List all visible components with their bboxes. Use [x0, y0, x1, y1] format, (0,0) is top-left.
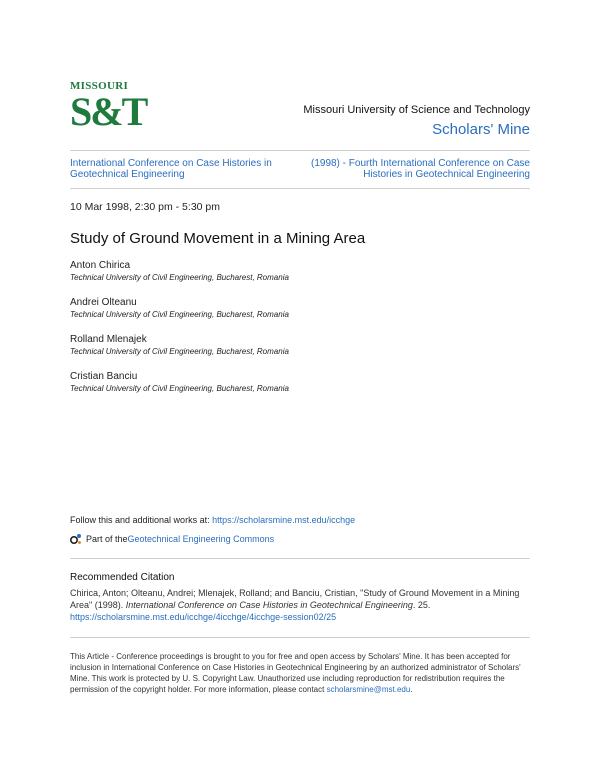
session-date: 10 Mar 1998, 2:30 pm - 5:30 pm — [70, 201, 220, 213]
follow-text: Follow this and additional works at: — [70, 515, 213, 525]
part-of-line — [70, 533, 274, 545]
divider — [70, 150, 530, 151]
author-block — [70, 259, 530, 283]
institution-name: Missouri University of Science and Technology — [303, 104, 530, 116]
follow-line — [70, 515, 355, 525]
missouri-st-logo[interactable] — [70, 80, 147, 138]
notice-end: . — [410, 685, 413, 694]
citation-heading: Recommended Citation — [70, 572, 175, 583]
citation-url-link[interactable]: https://scholarsmine.mst.edu/icchge/4icchge/4icchge-session02/25 — [70, 612, 337, 622]
paper-title: Study of Ground Movement in a Mining Area — [70, 230, 366, 247]
collection-link[interactable]: https://scholarsmine.mst.edu/icchge — [212, 515, 356, 525]
notice-text: This Article - Conference proceedings is brought to you for free and open access by Scholars' Mine. It has been accepted for inclusion in International Conference on Case Histories in Geotechnical Engineering by an authorized administrator of Scholars' Mine. This work is protected by U. S. Copyright Law. Unauthorized use including reproduction for redistribution requires the permission of the copyright holder. For more information, please contact — [70, 652, 521, 694]
author-name: Cristian Banciu — [70, 371, 138, 382]
citation-journal: International Conference on Case Histories in Geotechnical Engineering — [125, 600, 413, 610]
logo-main-text: S&T — [70, 89, 147, 134]
breadcrumb-conference-link[interactable]: International Conference on Case Histories in Geotechnical Engineering — [70, 158, 272, 180]
citation-text — [70, 587, 530, 623]
divider — [70, 558, 530, 559]
logo-top-text: MISSOURI — [70, 80, 129, 92]
access-notice — [70, 651, 530, 695]
contact-email-link[interactable]: scholarsmine@mst.edu — [326, 685, 411, 694]
commons-link[interactable]: Geotechnical Engineering Commons — [127, 534, 275, 544]
author-name: Rolland Mlenajek — [70, 334, 147, 345]
commons-network-icon — [70, 533, 82, 545]
citation-authors: Chirica, Anton; Olteanu, Andrei; Mlenajek, Rolland; and Banciu, Cristian, "Study of Ground Movement in a Mining Area" (1998). — [70, 588, 520, 610]
author-block — [70, 333, 530, 357]
divider — [70, 188, 530, 189]
author-affiliation: Technical University of Civil Engineering, Bucharest, Romania — [70, 273, 289, 282]
author-affiliation: Technical University of Civil Engineering, Bucharest, Romania — [70, 384, 289, 393]
divider — [70, 637, 530, 638]
author-block — [70, 370, 530, 394]
author-affiliation: Technical University of Civil Engineering, Bucharest, Romania — [70, 310, 289, 319]
breadcrumb-edition-link[interactable]: (1998) - Fourth International Conference on Case Histories in Geotechnical Engineering — [310, 158, 530, 180]
repository-link[interactable]: Scholars' Mine — [432, 121, 530, 138]
author-name: Andrei Olteanu — [70, 297, 137, 308]
author-block — [70, 296, 530, 320]
part-of-text: Part of the — [86, 534, 128, 544]
citation-number: . 25. — [412, 600, 431, 610]
author-name: Anton Chirica — [70, 260, 131, 271]
author-affiliation: Technical University of Civil Engineering, Bucharest, Romania — [70, 347, 289, 356]
